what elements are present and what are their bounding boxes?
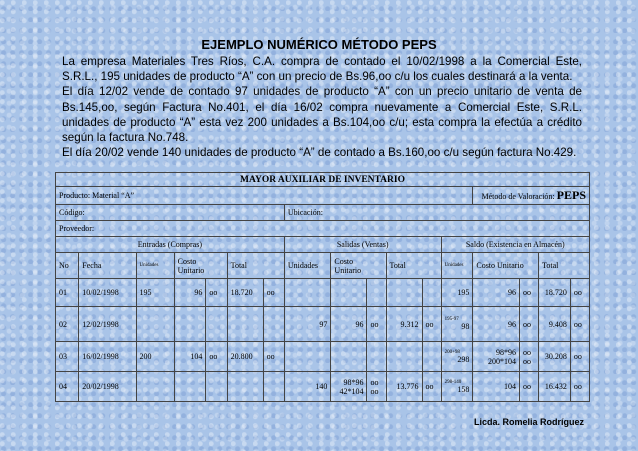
cents-cell (367, 372, 386, 402)
col-saldo-unidades: Unidades (441, 253, 473, 279)
cents: oo (570, 372, 589, 402)
saldo-calc: 195-97 (444, 317, 459, 322)
code-label: Código: (56, 205, 285, 221)
salida-costo: 98*96 (343, 377, 364, 387)
cents: oo (422, 372, 441, 402)
col-costo-word: Costo (334, 256, 354, 266)
saldo-costo: 96 (473, 279, 520, 307)
entrada-total: 20.800 (227, 342, 263, 372)
row-fecha: 16/02/1998 (79, 342, 136, 372)
location-label: Ubicación: (284, 205, 589, 221)
col-entradas-unidades: Unidades (136, 253, 174, 279)
saldo-total: 9.408 (539, 307, 571, 342)
table-row (56, 342, 590, 372)
salida-unidades: 140 (284, 372, 331, 402)
method-label: Método de Valoración: (481, 192, 555, 201)
saldo-unidades: 195 (441, 279, 473, 307)
col-entradas-costo: Costo Unitario (174, 253, 227, 279)
row-no: 02 (56, 307, 79, 342)
row-fecha: 10/02/1998 (79, 279, 136, 307)
saldo-costo: 200*104 (487, 356, 516, 366)
cents: oo (422, 307, 441, 342)
inventory-ledger-table (55, 172, 590, 402)
row-no: 03 (56, 342, 79, 372)
salida-total: 9.312 (386, 307, 422, 342)
cents: oo (522, 356, 531, 366)
salida-unidades: 97 (284, 307, 331, 342)
cents: oo (263, 279, 284, 307)
cents-cell (519, 342, 538, 372)
paragraph: El día 20/02 vende 140 unidades de producto “A” de contado a Bs.160,oo c/u según factura No.429. (62, 146, 577, 160)
saldo-total: 18.720 (539, 279, 571, 307)
cents: oo (522, 347, 531, 357)
cents: oo (519, 307, 538, 342)
col-saldo-total: Total (539, 253, 590, 279)
col-no: No (56, 253, 79, 279)
cents: oo (519, 372, 538, 402)
saldo-unidades: 158 (457, 384, 470, 394)
row-no: 01 (56, 279, 79, 307)
saldo-unidades-cell (441, 342, 473, 372)
row-no: 04 (56, 372, 79, 402)
entrada-costo: 96 (174, 279, 206, 307)
cents: oo (263, 342, 284, 372)
saldo-calc: 298-140 (444, 379, 462, 385)
row-fecha: 12/02/1998 (79, 307, 136, 342)
col-salidas-costo (331, 253, 386, 279)
salida-costo: 96 (331, 307, 367, 342)
saldo-total: 30.208 (539, 342, 571, 372)
col-entradas-total: Total (227, 253, 284, 279)
cents: oo (206, 279, 227, 307)
entrada-unidades: 200 (136, 342, 174, 372)
col-fecha: Fecha (79, 253, 136, 279)
salida-total: 13.776 (386, 372, 422, 402)
product-label: Producto: Material “A” (56, 187, 473, 205)
paragraph: La empresa Materiales Tres Ríos, C.A. compra de contado el 10/02/1998 a la Comercial Este, S.R.L., 195 unidades de producto “A” con un precio de Bs.96,oo c/u los cuales destinará a la venta. (62, 55, 582, 84)
saldo-unidades-cell (441, 307, 473, 342)
cents: oo (206, 342, 227, 372)
cents: oo (570, 307, 589, 342)
author-signature: Licda. Romelia Rodríguez (474, 417, 585, 427)
saldo-costo: 98*96 (495, 347, 516, 357)
cents: oo (370, 386, 379, 396)
table-row (56, 307, 590, 342)
saldo-total: 16.432 (539, 372, 571, 402)
cents: oo (570, 342, 589, 372)
saldo-costo: 104 (473, 372, 520, 402)
supplier-label: Proveedor: (56, 221, 590, 237)
method-value: PEPS (556, 188, 586, 202)
salida-costo-cell (331, 372, 367, 402)
entrada-unidades: 195 (136, 279, 174, 307)
saldo-costo: 96 (473, 307, 520, 342)
saldo-costo-cell (473, 342, 520, 372)
method-cell (473, 187, 590, 205)
saldo-calc: 200+98 (444, 349, 460, 355)
saldo-unidades: 98 (461, 322, 470, 331)
cents: oo (570, 279, 589, 307)
col-salidas-unidades: Unidades (284, 253, 331, 279)
table-row (56, 372, 590, 402)
col-unitario-word: Unitario (334, 265, 362, 275)
col-saldo-costo: Costo Unitario (473, 253, 539, 279)
paragraph: El día 12/02 vende de contado 97 unidades de producto “A” con un precio unitario de venta de Bs.145,oo, según Factura No.401, el día 16/02 compra nuevamente a Comercial Este, S.R.L. unidades de producto “A” esta vez 200 unidades a Bs.104,oo c/u; esta compra la efectúa a crédito según la factura No.748. (62, 85, 582, 145)
salida-costo: 42*104 (339, 386, 364, 396)
table-title: MAYOR AUXILIAR DE INVENTARIO (56, 173, 590, 187)
saldo-unidades: 298 (457, 354, 470, 364)
group-saldo: Saldo (Existencia en Almacén) (441, 237, 589, 253)
entrada-total: 18.720 (227, 279, 263, 307)
problem-statement (62, 54, 582, 160)
saldo-unidades-cell (441, 372, 473, 402)
col-salidas-total: Total (386, 253, 441, 279)
page-title: EJEMPLO NUMÉRICO MÉTODO PEPS (201, 37, 437, 52)
row-fecha: 20/02/1998 (79, 372, 136, 402)
cents: oo (519, 279, 538, 307)
cents: oo (367, 307, 386, 342)
entrada-costo: 104 (174, 342, 206, 372)
group-salidas: Salidas (Ventas) (284, 237, 441, 253)
group-entradas: Entradas (Compras) (56, 237, 285, 253)
table-row (56, 279, 590, 307)
cents: oo (370, 377, 379, 387)
